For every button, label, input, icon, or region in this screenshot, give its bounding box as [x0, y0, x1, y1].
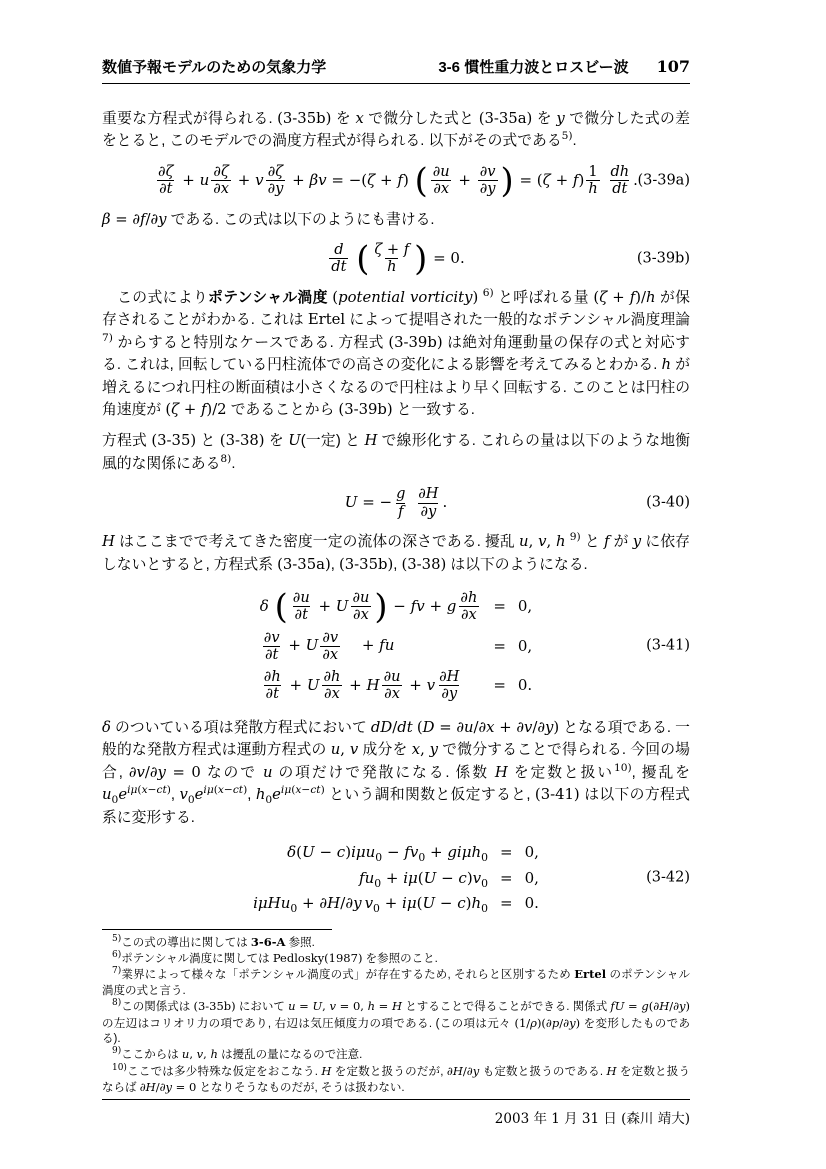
- footnote-text: この関係式は (3-35b) において u = U, v = 0, h = H とすることで得ることができる. 関係式 fU = g(∂H/∂y) の左辺はコリオリ力の項であり, 右辺は気圧傾度力の項である. (この項は元々 (1/ρ)(∂p/∂y) を変形したものである).: [102, 999, 691, 1046]
- equation-3-42-array: [253, 840, 539, 917]
- footnotes-section: [102, 929, 690, 1097]
- equation-lhs: $\frac{\partial v}{\partial t}$ + U $\frac{\partial v}{\partial x}$ + fu: [263, 628, 395, 663]
- footnote-separator-rule: [102, 929, 332, 930]
- equation-relation: =: [500, 843, 513, 862]
- equation-lhs: δ ( $\frac{\partial u}{\partial t}$ + U $\frac{\partial u}{\partial x}$ ) − fv + g $\frac{\partial h}{\partial x}$: [259, 586, 478, 626]
- footnote-5: [102, 935, 690, 951]
- equation-rhs: 0,: [524, 868, 539, 887]
- paragraph-linearization: 方程式 (3-35) と (3-38) を U(一定) と H で線形化する. これらの量は以下のような地衡風的な関係にある$^{8)}$.: [102, 432, 690, 472]
- header-page-number: 107: [656, 57, 690, 76]
- equation-3-42-row-3: [253, 891, 539, 917]
- equation-lhs: iμHu$_0$ + ∂H/∂y $v_0 + i\mu(U - c)h_0$: [253, 894, 489, 916]
- equation-relation: =: [493, 597, 506, 616]
- equation-lhs: $\frac{\partial h}{\partial t}$ + U $\frac{\partial h}{\partial x}$ + H $\frac{\partial u}{\partial x}$ + v $\frac{\partial H}{\partial y}$: [263, 668, 460, 703]
- footnote-text: 業界によって様々な「ポテンシャル渦度の式」が存在するため, それらと区別するため Ertel のポテンシャル渦度の式と言う.: [102, 967, 690, 997]
- footnote-8: [102, 999, 690, 1047]
- footnote-text: ポテンシャル渦度に関しては Pedlosky(1987) を参照のこと.: [121, 951, 438, 965]
- footnote-marker: 10): [112, 1063, 127, 1074]
- equation-3-39b-tag: (3-39b): [636, 250, 690, 267]
- equation-3-40-body: U = − $\frac{g}{f}$ $\frac{\partial H}{\partial y}$ .: [344, 485, 448, 520]
- footer-date-author: 2003 年 1 月 31 日 (森川 靖大): [494, 1111, 690, 1127]
- footnote-6: [102, 951, 690, 967]
- paragraph-beta: β = ∂f/∂y である. この式は以下のようにも書ける.: [102, 210, 435, 228]
- footnote-10: [102, 1064, 690, 1097]
- equation-3-42-row-2: [253, 866, 539, 892]
- footnote-marker: 9): [112, 1046, 122, 1057]
- equation-lhs: $\delta(U - c)i\mu u_0 - fv_0 + gi\mu h_0$: [287, 843, 489, 865]
- equation-rhs: 0.: [517, 676, 533, 695]
- equation-3-41: [102, 587, 690, 706]
- footnote-marker: 6): [112, 950, 122, 961]
- footnote-marker: 7): [112, 966, 122, 977]
- equation-3-41-array: [260, 587, 532, 706]
- equation-relation: =: [500, 894, 513, 913]
- equation-relation: =: [493, 636, 506, 655]
- footnote-marker: 5): [112, 933, 122, 944]
- footnote-7: [102, 967, 690, 999]
- equation-rhs: 0,: [517, 636, 533, 655]
- footnote-9: [102, 1047, 690, 1063]
- footnote-text: ここからは u, v, h は擾乱の量になるので注意.: [121, 1047, 363, 1062]
- equation-relation: =: [500, 868, 513, 887]
- paragraph-potential-vorticity: この式によりポテンシャル渦度 (potential vorticity) $^{6)}$ と呼ばれる量 (ζ + f)/h が保存されることがわかる. これは Ertel によって提唱された一般的なポテンシャル渦度理論$^{7)}$ からすると特別なケースである. 方程式 (3-39b) は絶対角運動量の保存の式と対応する. これは, 回転している円柱流体での高さの変化による影響を考えてみるとわかる. h が増えるにつれ円柱の断面積は小さくなるので円柱はより早く回転する. このことは円柱の角速度が (ζ + f)/2 であることから (3-39b) と一致する.: [102, 285, 690, 418]
- footnote-text: この式の導出に関しては 3-6-A 参照.: [121, 934, 315, 949]
- equation-3-41-row-2: [260, 627, 532, 667]
- header-right-group: [438, 56, 690, 77]
- equation-3-39b: [102, 238, 690, 278]
- header-running-title: 数値予報モデルのための気象力学: [102, 59, 327, 76]
- paragraph-depth: H はここまでで考えてきた密度一定の流体の深さである. 擾乱 u, v, h $^{9)}$ と f が y に依存しないとすると, 方程式系 (3-35a), (3-35b), (3-38) は以下のようになる.: [102, 530, 690, 573]
- footnote-text: ここでは多少特殊な仮定をおこなう. H を定数と扱うのだが, ∂H/∂y も定数と扱うのである. H を定数と扱うならば ∂H/∂y = 0 となりそうなものだが, そうは扱わない.: [102, 1063, 690, 1095]
- page-header: [102, 56, 690, 84]
- paragraph-intro: 重要な方程式が得られる. (3-35b) を x で微分した式と (3-35a) を y で微分した式の差をとると, このモデルでの渦度方程式が得られる. 以下がその式である$^{5)}$.: [102, 110, 690, 150]
- equation-3-40-tag: (3-40): [646, 494, 690, 511]
- equation-relation: =: [493, 676, 506, 695]
- equation-3-39a: [102, 160, 690, 200]
- equation-3-39b-body: $\frac{d}{dt}$ ( $\frac{\zeta + f}{h}$ ) = 0.: [331, 238, 465, 278]
- equation-3-39a-tag: (3-39a): [637, 172, 690, 189]
- equation-3-41-row-3: [260, 666, 532, 706]
- equation-3-42: [102, 840, 690, 917]
- paragraph-divergence: δ のついている項は発散方程式において dD/dt (D = ∂u/∂x + ∂v/∂y) となる項である. 一般的な発散方程式は運動方程式の u, v 成分を x, y で微分することで得られる. 今回の場合, ∂v/∂y = 0 なので u の項だけで発散になる. 係数 H を定数と扱い$^{10)}$, 擾乱を $u_0e^{i\mu(x-ct)}$, $v_0e^{i\mu(x-ct)}$, $h_0e^{i\mu(x-ct)}$ という調和関数と仮定すると, (3-41) は以下の方程式系に変形する.: [102, 718, 690, 826]
- equation-rhs: 0.: [524, 894, 539, 913]
- equation-rhs: 0,: [517, 597, 533, 616]
- equation-rhs: 0,: [524, 843, 539, 862]
- equation-3-39a-body: $\frac{\partial\zeta}{\partial t}$ + u $\frac{\partial\zeta}{\partial x}$ + v $\frac{\partial\zeta}{\partial y}$ + βv = −(ζ + f) ( $\frac{\partial u}{\partial x}$ + $\frac{\partial v}{\partial y}$ ) = (ζ + f) $\frac{1}{h}$ $\frac{dh}{dt}$ .: [158, 160, 638, 200]
- equation-3-42-tag: (3-42): [646, 869, 690, 886]
- document-body: [102, 84, 690, 1097]
- equation-3-40: [102, 486, 690, 520]
- equation-3-42-row-1: [253, 840, 539, 866]
- equation-lhs: $fu_0 + i\mu(U - c)v_0$: [359, 868, 489, 890]
- equation-3-41-row-1: [260, 587, 532, 627]
- footnote-marker: 8): [112, 998, 122, 1009]
- equation-3-41-tag: (3-41): [646, 637, 690, 654]
- page-footer: [102, 1099, 690, 1127]
- header-section-title: 3-6 慣性重力波とロスビー波: [438, 59, 629, 76]
